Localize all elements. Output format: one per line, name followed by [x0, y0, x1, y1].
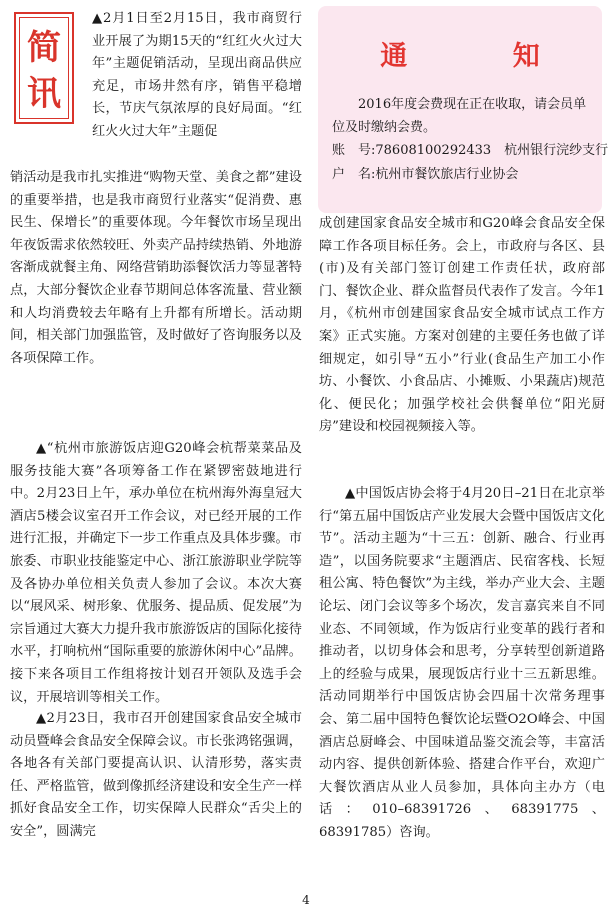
news-item-3-continued: 成创建国家食品安全城市和G20峰会食品安全保障工作各项目标任务。会上，市政府与各区、县(市)及有关部门签订创建工作责任状，政府部门、餐饮企业、群众监督员代表作了发言。今年1月，《杭州市创建国家食品安全城市试点工作方案》正式实施。方案对创建的主要任务也做了详细规定，如引导“五小”行业(食品生产加工小作坊、小餐饮、小食品店、小摊贩、小果蔬店)规范化、便民化；加强学校社会供餐单位“阳光厨房”建设和校园视频接入等。	[319, 216, 605, 435]
notice-body-line-1: 2016年度会费现在正在收取，请会员单	[358, 97, 587, 112]
notice-account-value: 78608100292433 杭州银行浣纱支行	[375, 143, 609, 158]
notice-account-label: 账 号:	[332, 143, 376, 158]
badge-char-xun: 讯	[27, 74, 61, 114]
notice-name-label: 户 名:	[332, 167, 376, 182]
news-item-1-body: 销活动是我市扎实推进“购物天堂、美食之都”建设的重要举措，也是我市商贸行业落实“促消费、惠民生、保增长”的重要体现。今年餐饮市场呈现出年夜饭需求依然较旺、外卖产品持续热销、外地游客渐成就餐主角、网络营销助添餐饮活力等显著特点，大部分餐饮企业春节期间总体客流量、营业额和人均消费较去年略有上升都有所增长。活动期间，相关部门加强监管，及时做好了咨询服务以及各项保障工作。	[10, 170, 302, 366]
news-item-2: ▲“杭州市旅游饭店迎G20峰会杭帮菜菜品及服务技能大赛”各项筹备工作在紧锣密鼓地进行中。2月23日上午，承办单位在杭州海外海皇冠大酒店5楼会议室召开工作会议，对已经开展的工作进行汇报，并确定下一步工作重点及具体步骤。市旅委、市职业技能鉴定中心、浙江旅游职业学院等及各协办单位相关负责人参加了会议。本次大赛以“展风采、树形象、优服务、提品质、促发展”为宗旨通过大赛大力提升我市旅游饭店的国际化接待水平，打响杭州“国际重要的旅游休闲中心”品牌。接下来各项目工作组将按计划召开领队及选手会议，开展培训等相关工作。	[10, 441, 302, 705]
news-item-3: ▲2月23日，我市召开创建国家食品安全城市动员暨峰会食品安全保障会议。市长张鸿铭强调，各地各有关部门要提高认识、认清形势，落实责任、严格监管，做到像抓经济建设和安全生产一样抓好食品安全工作，切实保障人民群众“舌尖上的安全”，圆满完	[10, 711, 302, 839]
notice-title: 通 知	[380, 41, 588, 72]
badge-char-jian: 简	[27, 28, 61, 68]
notice-name-row	[332, 164, 518, 186]
notice-name-value: 杭州市餐饮旅店行业协会	[375, 167, 519, 182]
brief-badge	[14, 12, 74, 124]
news-item-1-intro: ▲2月1日至2月15日，我市商贸行业开展了为期15天的“红红火火过大年”主题促销活动，呈现出商品供应充足，市场井然有序，销售平稳增长，节庆气氛浓厚的良好局面。“红红火火过大年”主题促	[92, 11, 302, 139]
page-number: 4	[302, 893, 310, 907]
notice-body-line-2: 位及时缴纳会费。	[332, 120, 437, 135]
news-item-4: ▲中国饭店协会将于4月20日–21日在北京举行“第五届中国饭店产业发展大会暨中国饭店文化节”。活动主题为“十三五：创新、融合、行业再造”，以国务院要求“主题酒店、民宿客栈、长短租公寓、特色餐饮”为主线，举办产业大会、主题论坛、闭门会议等多个场次，发言嘉宾来自不同业态、不同领域，作为饭店行业变革的践行者和推动者，以切身体会和思考，分享转型创新道路上的经验与成果，展现饭店行业十三五新思维。活动同期举行中国饭店协会四届十次常务理事会、第二届中国特色餐饮论坛暨O2O峰会、中国酒店总厨峰会、中国味道品鉴交流会等，丰富活动内容、提供创新体验、搭建合作平台，欢迎广大餐饮酒店从业人员参加，具体向主办方（电话：010–68391726、68391775、68391785）咨询。	[319, 486, 605, 840]
notice-account-row	[332, 140, 608, 162]
notice-box	[318, 6, 609, 213]
